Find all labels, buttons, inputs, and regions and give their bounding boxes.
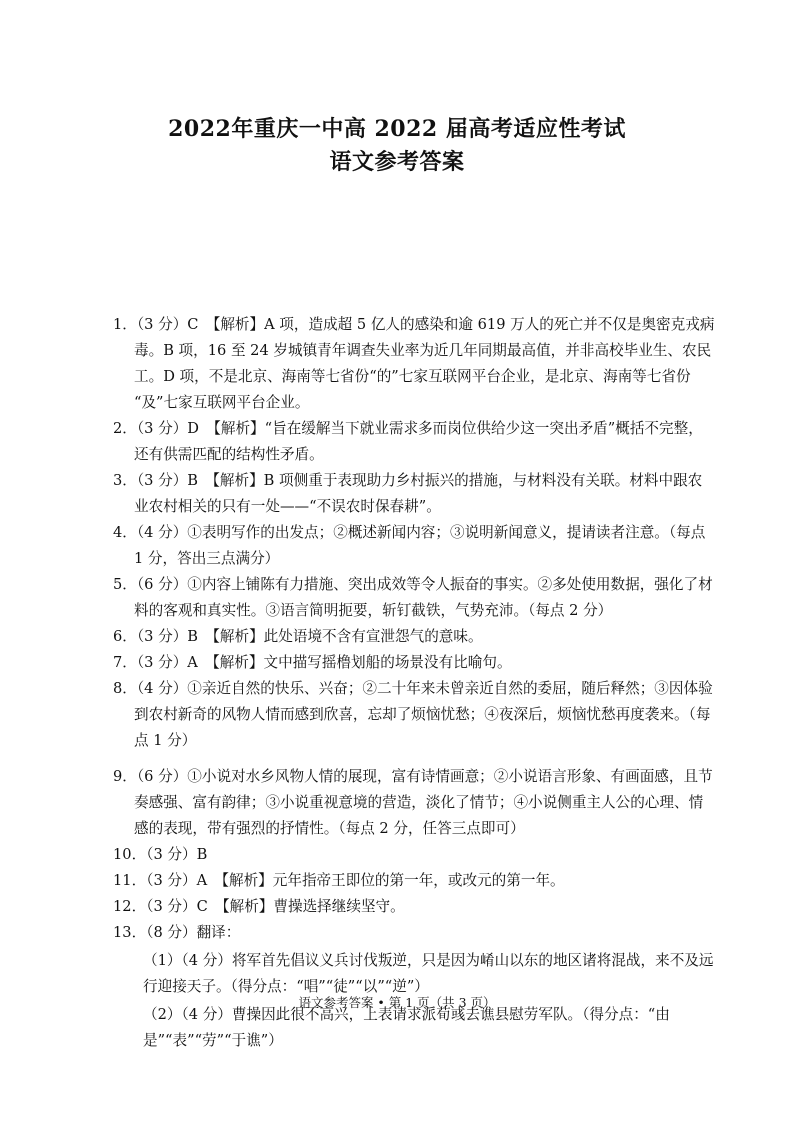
- page-footer: 语文参考答案 • 第 1 页（共 3 页）: [298, 995, 496, 1010]
- answer-13-heading: 13．（8 分）翻译：: [113, 924, 241, 941]
- answer-13-part-1-line-2: 行迎接天子。（得分点：“唱”“徒”“以”“逆”）: [143, 978, 429, 995]
- answer-1-line-3: 工。D 项，不是北京、海南等七省份“的”七家互联网平台企业，是北京、海南等七省份: [134, 368, 691, 385]
- answer-9-line-1: 9．（6 分）①小说对水乡风物人情的展现，富有诗情画意；②小说语言形象、有画面感，且节: [113, 768, 713, 785]
- answer-8-line-3: 点 1 分）: [134, 732, 197, 749]
- answer-9-line-3: 感的表现，带有强烈的抒情性。（每点 2 分，任答三点即可）: [134, 820, 525, 837]
- answer-13-part-2-line-2: 是”“表”“劳”“于谯”）: [143, 1032, 283, 1049]
- answer-1-line-2: 毒。B 项，16 至 24 岁城镇青年调查失业率为近几年同期最高值，并非高校毕业生、农民: [134, 342, 712, 359]
- answer-10: 10．（3 分）B: [113, 846, 208, 863]
- answer-3-line-2: 业农村相关的只有一处——“不误农时保春耕”。: [134, 498, 441, 515]
- answer-6: 6．（3 分）B 【解析】此处语境不含有宣泄怨气的意味。: [113, 628, 483, 645]
- answer-11: 11．（3 分）A 【解析】元年指帝王即位的第一年，或改元的第一年。: [113, 872, 565, 889]
- answer-5-line-2: 料的客观和真实性。③语言简明扼要，斩钉截铁，气势充沛。（每点 2 分）: [134, 602, 613, 619]
- answer-1-line-4: “及”七家互联网平台企业。: [134, 394, 310, 411]
- answer-4-line-1: 4．（4 分）①表明写作的出发点；②概述新闻内容；③说明新闻意义，提请读者注意。（每点: [113, 524, 706, 541]
- page-title: 2022年重庆一中高 2022 届高考适应性考试: [168, 116, 626, 142]
- answer-3-line-1: 3．（3 分）B 【解析】B 项侧重于表现助力乡村振兴的措施，与材料没有关联。材料中跟农: [113, 472, 703, 489]
- answer-9-line-2: 奏感强、富有韵律；③小说重视意境的营造，淡化了情节；④小说侧重主人公的心理、情: [134, 794, 704, 811]
- page-subtitle: 语文参考答案: [329, 149, 465, 175]
- answer-7: 7．（3 分）A 【解析】文中描写摇橹划船的场景没有比喻句。: [113, 654, 512, 671]
- answer-8-line-2: 到农村新奇的风物人情而感到欣喜，忘却了烦恼忧愁；④夜深后，烦恼忧愁再度袭来。（每: [134, 706, 711, 723]
- answer-5-line-1: 5．（6 分）①内容上铺陈有力措施、突出成效等令人振奋的事实。②多处使用数据，强化了材: [113, 576, 713, 593]
- answer-1-line-1: 1．（3 分）C 【解析】A 项，造成超 5 亿人的感染和逾 619 万人的死亡并不仅是奥密克戎病: [113, 316, 715, 333]
- answer-13-part-2-line-1: （2）（4 分）曹操因此很不高兴，上表请求派荀彧去谯县慰劳军队。（得分点：“由: [143, 1006, 670, 1023]
- answer-2-line-1: 2．（3 分）D 【解析】“旨在缓解当下就业需求多而岗位供给少这一突出矛盾”概括不完整，: [113, 420, 703, 437]
- answer-8-line-1: 8．（4 分）①亲近自然的快乐、兴奋；②二十年来未曾亲近自然的委屈，随后释然；③因体验: [113, 680, 713, 697]
- answer-2-line-2: 还有供需匹配的结构性矛盾。: [134, 446, 324, 463]
- answer-12: 12．（3 分）C 【解析】曹操选择继续坚守。: [113, 898, 405, 915]
- answer-13-part-1-line-1: （1）（4 分）将军首先倡议义兵讨伐叛逆，只是因为崤山以东的地区诸将混战，来不及远: [143, 952, 714, 969]
- answer-4-line-2: 1 分，答出三点满分）: [134, 550, 280, 567]
